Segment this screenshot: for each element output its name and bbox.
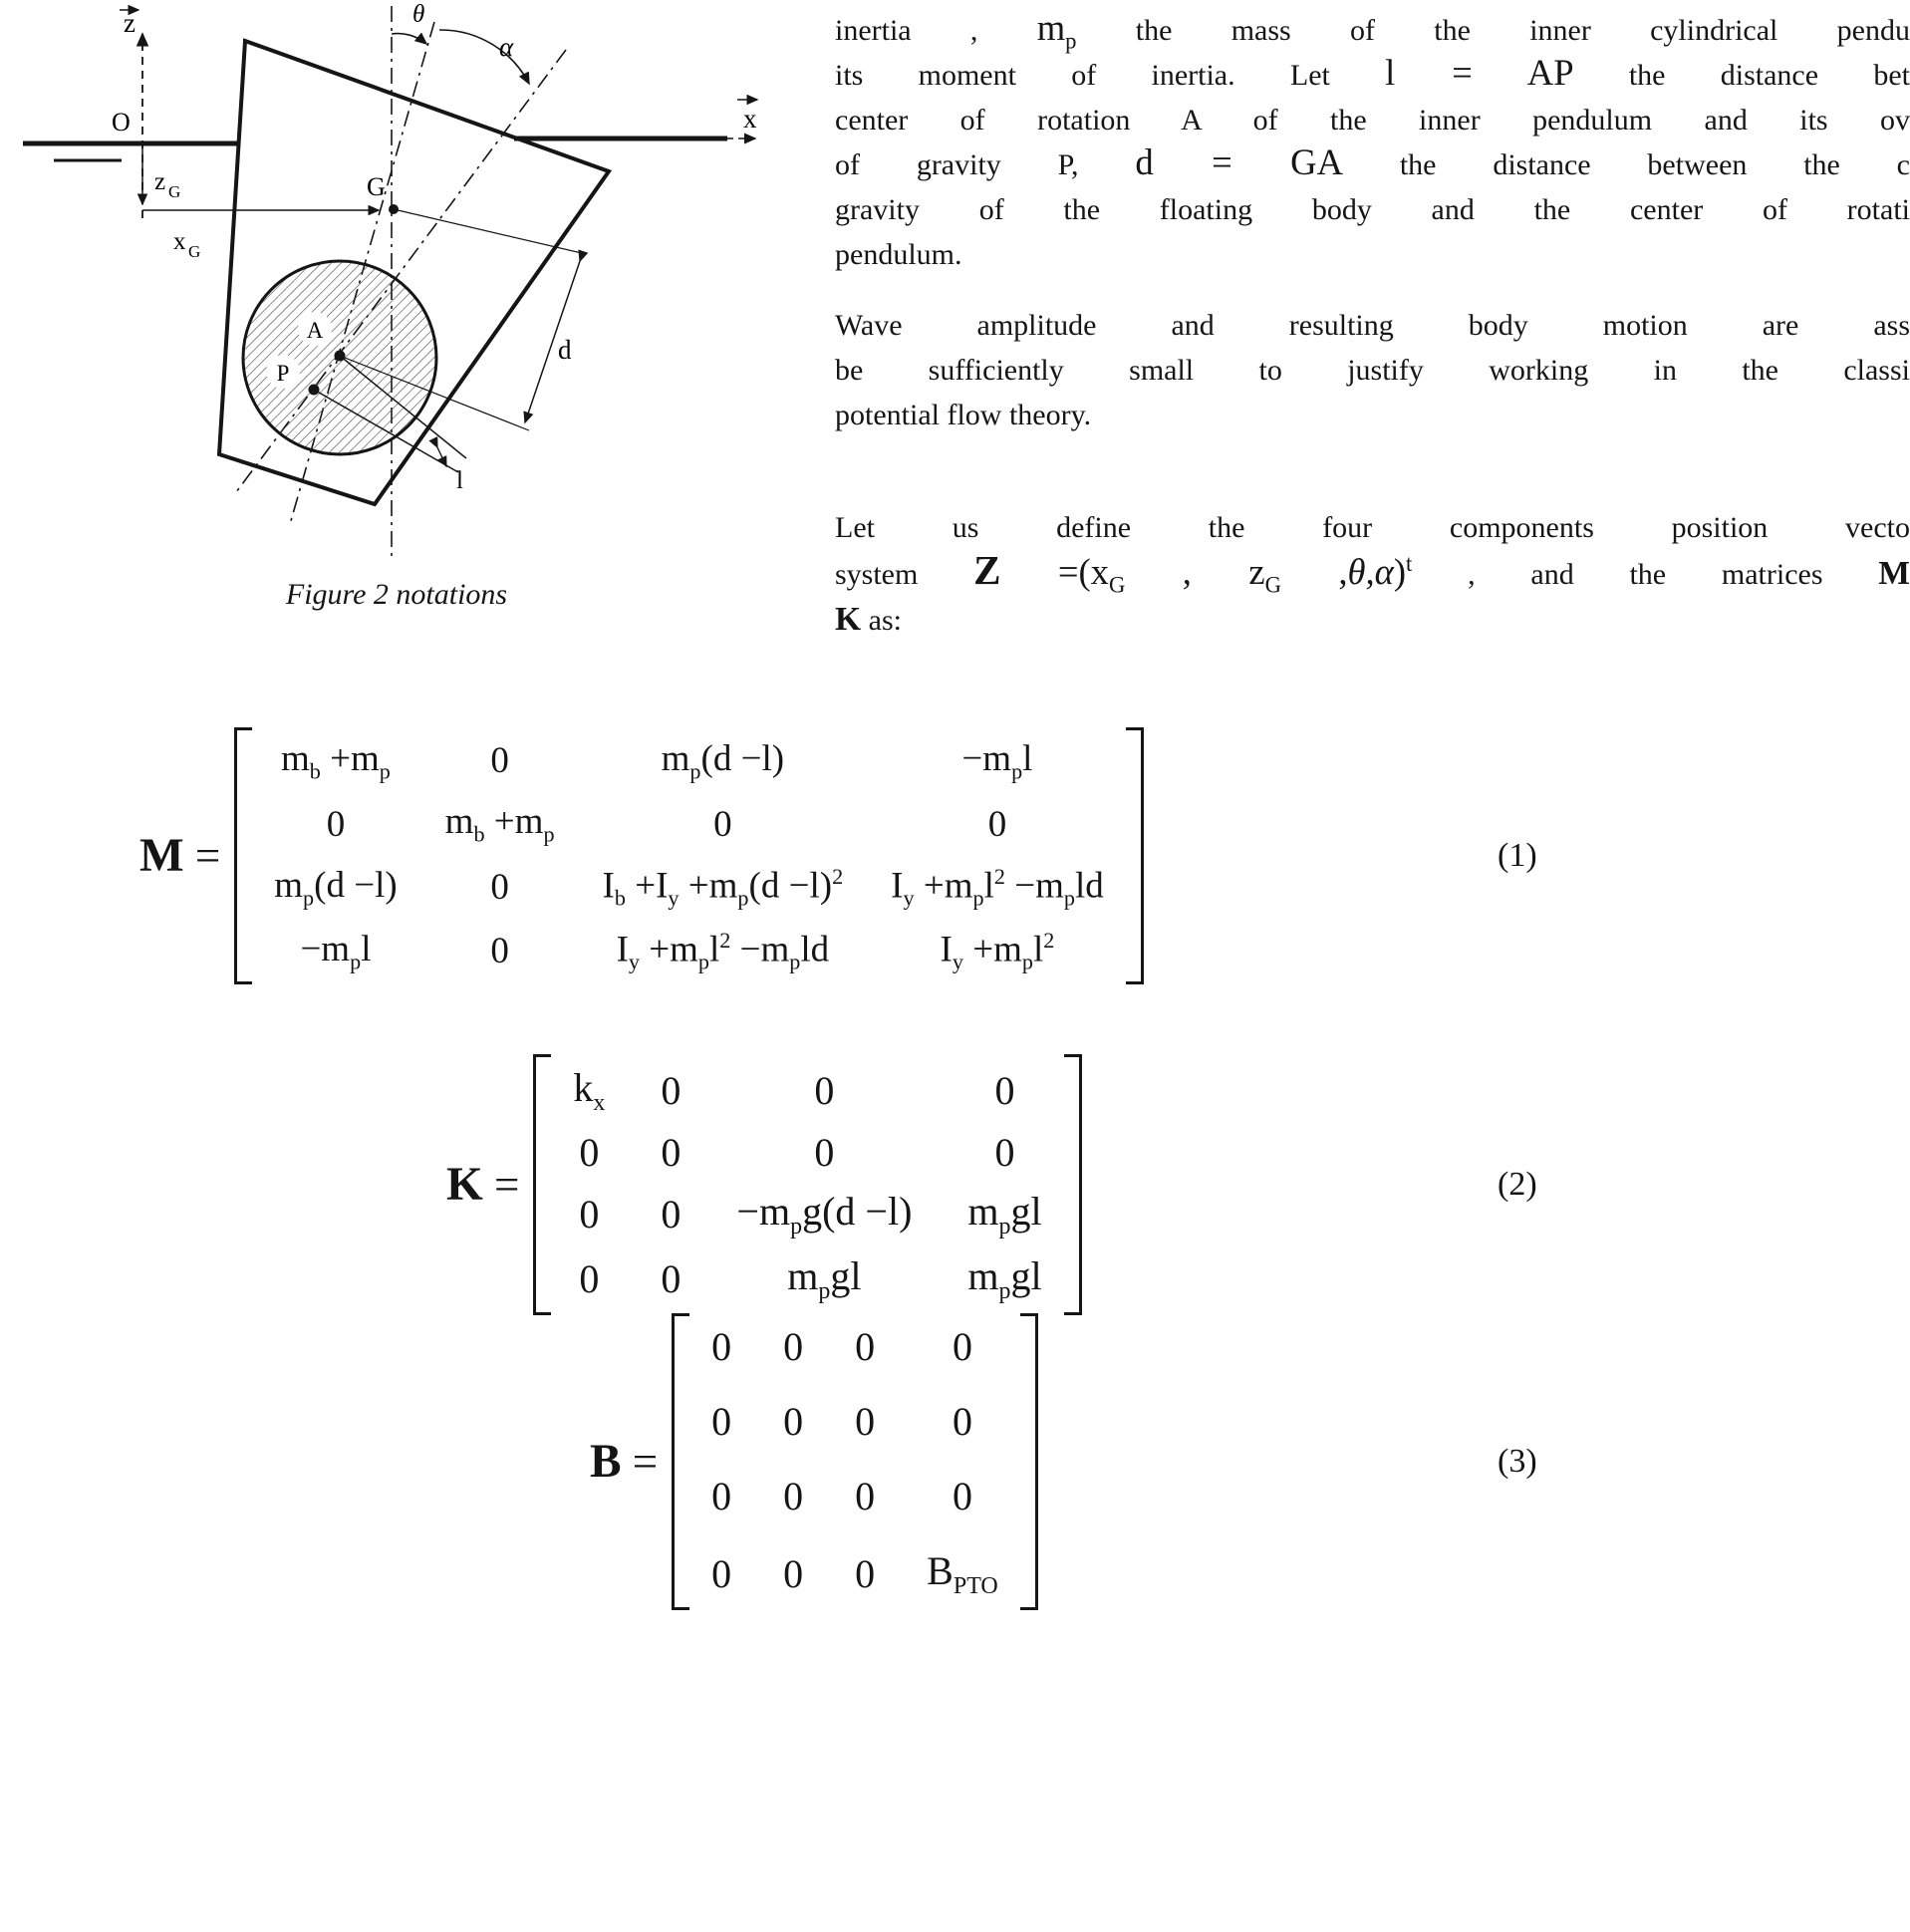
- matrix-cell: $m_pgl$: [967, 1253, 1042, 1304]
- right-bracket: [1064, 1054, 1082, 1315]
- text-line: Wave amplitude and resulting body motion are ass: [835, 309, 1910, 342]
- text-line: pendulum.: [835, 238, 962, 271]
- matrix-cell: 0: [783, 1324, 804, 1369]
- origin-label: O: [112, 108, 131, 137]
- alpha-label: α: [499, 32, 514, 62]
- equation-number: (1): [1498, 837, 1537, 875]
- matrix-cell: 0: [855, 1324, 876, 1369]
- matrix-cell: 0: [814, 1130, 835, 1175]
- zg-sub-label: G: [168, 182, 181, 201]
- matrix-cell: 0: [661, 1068, 682, 1113]
- text-line: system $Z =(x_G$ , $z_G$ ,θ,α)$^t$ , and the matrices M: [835, 547, 1910, 598]
- right-bracket: [1126, 727, 1144, 984]
- alpha-arc: [439, 30, 529, 84]
- matrix-cell: 0: [579, 1256, 600, 1301]
- a-point: [335, 351, 346, 362]
- matrix-b-cells: [689, 1313, 1020, 1610]
- matrix-cell: $m_b +m_p$: [444, 801, 555, 847]
- matrix-cell: 0: [579, 1192, 600, 1237]
- left-bracket: [533, 1054, 551, 1315]
- text-column: [835, 8, 1910, 643]
- figure-caption: Figure 2 notations: [285, 578, 508, 611]
- g-reference-line: [394, 209, 586, 254]
- matrix-cell: 0: [952, 1474, 972, 1518]
- matrix-cell: 0: [952, 1324, 972, 1369]
- matrix-cell: 0: [855, 1474, 876, 1518]
- matrix-cell: 0: [711, 1474, 732, 1518]
- matrix-k-cells: [551, 1054, 1063, 1315]
- paragraph: [835, 303, 1910, 437]
- matrix-cell: 0: [855, 1399, 876, 1444]
- g-point: [389, 204, 399, 214]
- matrix-cell: $B_{PTO}$: [927, 1548, 998, 1599]
- figure-2-diagram: [8, 4, 785, 570]
- matrix-cell: 0: [994, 1068, 1015, 1113]
- matrix-cell: 0: [855, 1551, 876, 1596]
- matrix-k-label: K =: [446, 1159, 520, 1211]
- matrix-cell: $I_y +m_pl^2 -m_pld$: [616, 927, 830, 974]
- matrix-cell: 0: [952, 1399, 972, 1444]
- text-line: inertia , $m_p$ the mass of the inner cylindrical pendu: [835, 8, 1910, 54]
- l-label: l: [456, 467, 463, 494]
- matrix-cell: $-m_pl$: [300, 928, 372, 974]
- matrix-b-label: B =: [590, 1436, 659, 1488]
- equation-number: (2): [1498, 1166, 1537, 1203]
- matrix-m-cells: [252, 727, 1125, 984]
- figure-2: [8, 4, 785, 650]
- text-line: be sufficiently small to justify working in the classi: [835, 354, 1910, 387]
- theta-label: θ: [412, 4, 425, 28]
- zg-label: z: [154, 168, 166, 195]
- matrix-cell: $m_pgl$: [787, 1253, 862, 1304]
- matrix-cell: $m_p(d -l)$: [274, 864, 398, 911]
- floating-body: [219, 41, 609, 504]
- matrix-cell: 0: [783, 1399, 804, 1444]
- left-bracket: [234, 727, 252, 984]
- matrix-cell: 0: [994, 1130, 1015, 1175]
- text-line: center of rotation A of the inner pendulum and its ov: [835, 104, 1910, 137]
- text-line: its moment of inertia. Let l = AP the distance bet: [835, 52, 1910, 93]
- equation-2: [0, 1054, 1910, 1315]
- xg-label: x: [173, 228, 186, 255]
- matrix-m: [234, 727, 1143, 984]
- matrix-cell: 0: [711, 1551, 732, 1596]
- matrix-cell: $-m_pg(d -l)$: [736, 1189, 913, 1240]
- right-bracket: [1020, 1313, 1038, 1610]
- theta-arc: [392, 34, 426, 44]
- matrix-cell: $I_y +m_pl^2$: [940, 927, 1055, 974]
- matrix-cell: 0: [490, 740, 509, 782]
- matrix-cell: 0: [814, 1068, 835, 1113]
- matrix-cell: 0: [661, 1256, 682, 1301]
- matrix-cell: 0: [326, 803, 346, 845]
- d-label: d: [558, 335, 572, 365]
- matrix-cell: $m_b +m_p$: [281, 738, 391, 784]
- p-label: P: [276, 361, 290, 386]
- text-line: K as:: [835, 601, 902, 638]
- g-label: G: [367, 172, 386, 201]
- matrix-cell: 0: [713, 803, 732, 845]
- equation-number: (3): [1498, 1443, 1537, 1480]
- matrix-b: [672, 1313, 1038, 1610]
- matrix-cell: 0: [987, 803, 1007, 845]
- a-label: A: [306, 318, 324, 343]
- matrix-cell: 0: [661, 1192, 682, 1237]
- text-line: Let us define the four components position vecto: [835, 511, 1910, 544]
- matrix-cell: $m_p(d -l)$: [661, 738, 785, 784]
- matrix-m-label: M =: [139, 830, 221, 883]
- matrix-cell: $I_y +m_pl^2 -m_pld$: [891, 863, 1104, 911]
- matrix-cell: 0: [711, 1399, 732, 1444]
- text-line: gravity of the floating body and the center of rotati: [835, 193, 1910, 226]
- matrix-cell: 0: [783, 1551, 804, 1596]
- matrix-cell: $m_pgl$: [967, 1189, 1042, 1240]
- equation-3: [0, 1313, 1910, 1610]
- matrix-cell: 0: [490, 930, 509, 971]
- matrix-cell: 0: [490, 867, 509, 909]
- matrix-cell: $-m_pl$: [961, 738, 1033, 784]
- paragraph: [835, 8, 1910, 277]
- text-line: potential flow theory.: [835, 399, 1092, 431]
- matrix-cell: 0: [711, 1324, 732, 1369]
- text-line: of gravity P, d = GA the distance between the c: [835, 141, 1910, 182]
- z-axis-label: z: [124, 8, 136, 38]
- left-bracket: [672, 1313, 689, 1610]
- xg-sub-label: G: [188, 242, 201, 261]
- matrix-cell: $k_x$: [573, 1065, 606, 1116]
- x-axis-label: x: [743, 104, 757, 134]
- d-dimension: [525, 261, 580, 422]
- matrix-cell: 0: [579, 1130, 600, 1175]
- paragraph: [835, 505, 1910, 643]
- p-point: [309, 385, 320, 396]
- matrix-cell: 0: [661, 1130, 682, 1175]
- matrix-cell: $I_b +I_y +m_p(d -l)^2$: [602, 863, 844, 911]
- matrix-cell: 0: [783, 1474, 804, 1518]
- matrix-k: [533, 1054, 1081, 1315]
- equation-1: [0, 727, 1910, 984]
